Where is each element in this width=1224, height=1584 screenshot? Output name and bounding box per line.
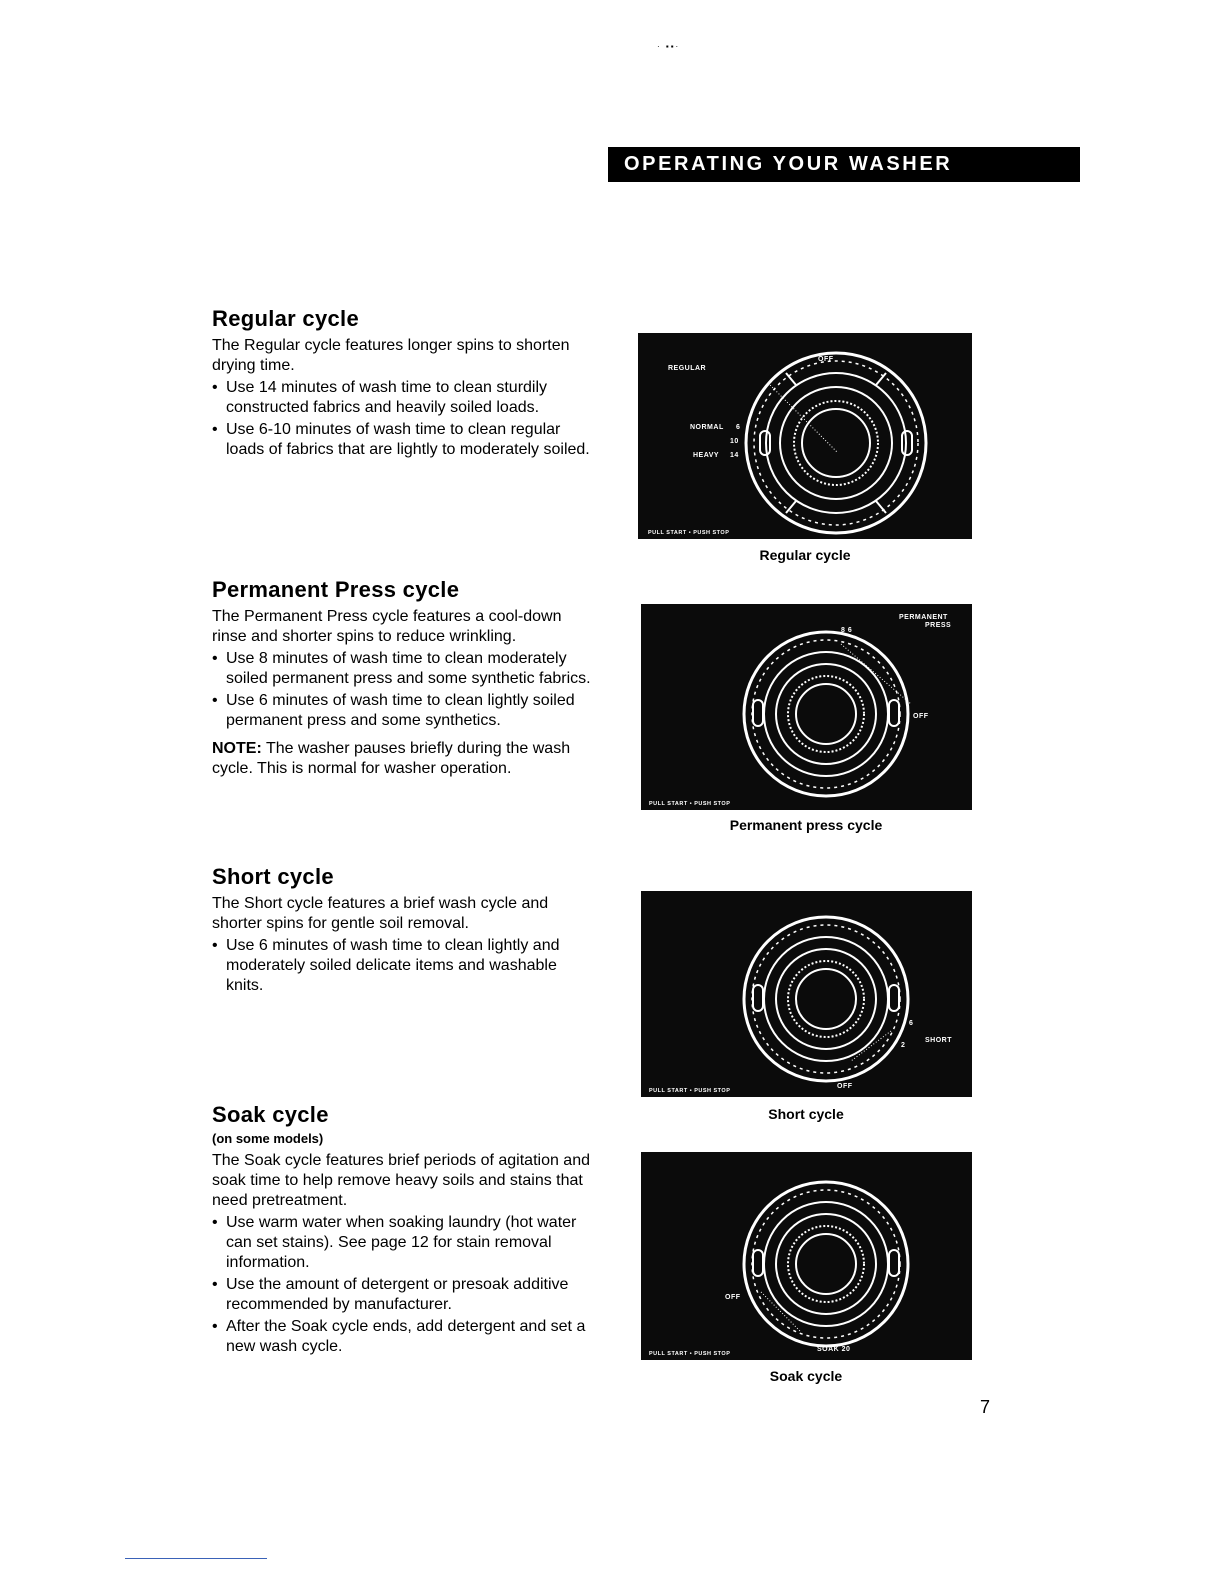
list-item: • Use 6-10 minutes of wash time to clean regular loads of fabrics that are lightly to moderately soiled.: [212, 421, 590, 458]
bullet-icon: •: [212, 937, 218, 954]
note-label: NOTE:: [212, 740, 262, 757]
dial-label-off: OFF: [818, 356, 834, 363]
dial-label-6: 6: [909, 1020, 914, 1027]
regular-title: Regular cycle: [212, 306, 359, 331]
list-item: • Use the amount of detergent or presoak additive recommended by manufacturer.: [212, 1276, 569, 1313]
dial-label-off: OFF: [837, 1083, 853, 1090]
soak-intro: The Soak cycle features brief periods of agitation and soak time to help remove heavy soils and stains that need pretreatment.: [212, 1152, 590, 1209]
dial-label-14: 14: [730, 452, 739, 459]
bullet-icon: •: [212, 650, 218, 667]
bullet-icon: •: [212, 379, 218, 396]
regular-caption: Regular cycle: [759, 547, 851, 563]
list-item: • After the Soak cycle ends, add detergent and set a new wash cycle.: [212, 1318, 586, 1355]
dial-label-off: OFF: [725, 1294, 741, 1301]
permanent-list: [212, 649, 592, 731]
permanent-caption: Permanent press cycle: [729, 817, 883, 833]
bullet-icon: •: [212, 1318, 218, 1335]
dial-label-permanent: PERMANENT: [899, 614, 948, 621]
short-dial-image: [641, 891, 972, 1097]
permanent-title: Permanent Press cycle: [212, 577, 460, 602]
dial-footer: PULL START • PUSH STOP: [649, 801, 731, 807]
soak-list: [212, 1213, 592, 1357]
section-header: OPERATING YOUR WASHER: [608, 147, 1080, 182]
soak-subtitle: (on some models): [212, 1131, 324, 1146]
bullet-icon: •: [212, 692, 218, 709]
dial-footer: PULL START • PUSH STOP: [649, 1351, 731, 1357]
dial-label-soak: SOAK 20: [817, 1346, 851, 1353]
permanent-dial-image: [641, 604, 972, 810]
short-title: Short cycle: [212, 864, 334, 889]
short-dial-icon: [641, 891, 972, 1097]
print-marks: · ▪▪·: [657, 42, 681, 51]
regular-dial-image: [638, 333, 972, 539]
dial-label-2: 2: [901, 1042, 906, 1049]
dial-label-normal: NORMAL: [690, 424, 724, 431]
dial-label-6: 6: [736, 424, 741, 431]
dial-footer: PULL START • PUSH STOP: [649, 1088, 731, 1094]
soak-dial-image: [641, 1152, 972, 1360]
bullet-icon: •: [212, 1276, 218, 1293]
footer-divider: [125, 1558, 267, 1559]
dial-label-10: 10: [730, 438, 739, 445]
bullet-icon: •: [212, 1214, 218, 1231]
permanent-dial-icon: [641, 604, 972, 810]
soak-dial-icon: [641, 1152, 972, 1360]
regular-dial-icon: [638, 333, 972, 539]
short-caption: Short cycle: [768, 1106, 844, 1122]
short-intro: The Short cycle features a brief wash cycle and shorter spins for gentle soil removal.: [212, 895, 549, 932]
dial-label-off: OFF: [913, 713, 929, 720]
dial-label-regular: REGULAR: [668, 365, 707, 372]
dial-label-heavy: HEAVY: [693, 452, 720, 459]
dial-label-press: PRESS: [925, 622, 952, 629]
short-section: [212, 864, 592, 996]
soak-caption: Soak cycle: [769, 1368, 843, 1384]
permanent-intro: The Permanent Press cycle features a cool-down rinse and shorter spins to reduce wrinkling.: [212, 608, 562, 645]
dial-label-short: SHORT: [925, 1037, 952, 1044]
dial-footer: PULL START • PUSH STOP: [648, 530, 730, 536]
permanent-section: [212, 577, 592, 779]
short-list: [212, 936, 592, 996]
dial-label-8-6: 8 6: [841, 627, 853, 634]
soak-section: [212, 1102, 592, 1357]
regular-section: [212, 306, 592, 460]
page-number: 7: [980, 1397, 991, 1417]
note-text: The washer pauses briefly during the wash cycle. This is normal for washer operation.: [212, 740, 571, 777]
regular-intro: The Regular cycle features longer spins to shorten drying time.: [212, 337, 570, 374]
regular-list: [212, 378, 592, 460]
list-item: • Use 6 minutes of wash time to clean lightly and moderately soiled delicate items and washable knits.: [212, 937, 560, 994]
bullet-icon: •: [212, 421, 218, 438]
list-item: • Use 14 minutes of wash time to clean sturdily constructed fabrics and heavily soiled loads.: [212, 379, 548, 416]
soak-title: Soak cycle: [212, 1102, 329, 1127]
list-item: • Use 6 minutes of wash time to clean lightly soiled permanent press and some synthetics.: [212, 692, 575, 729]
list-item: • Use 8 minutes of wash time to clean moderately soiled permanent press and some synthetic fabrics.: [212, 650, 591, 687]
permanent-note: [212, 739, 592, 779]
list-item: • Use warm water when soaking laundry (hot water can set stains). See page 12 for stain removal information.: [212, 1214, 577, 1271]
